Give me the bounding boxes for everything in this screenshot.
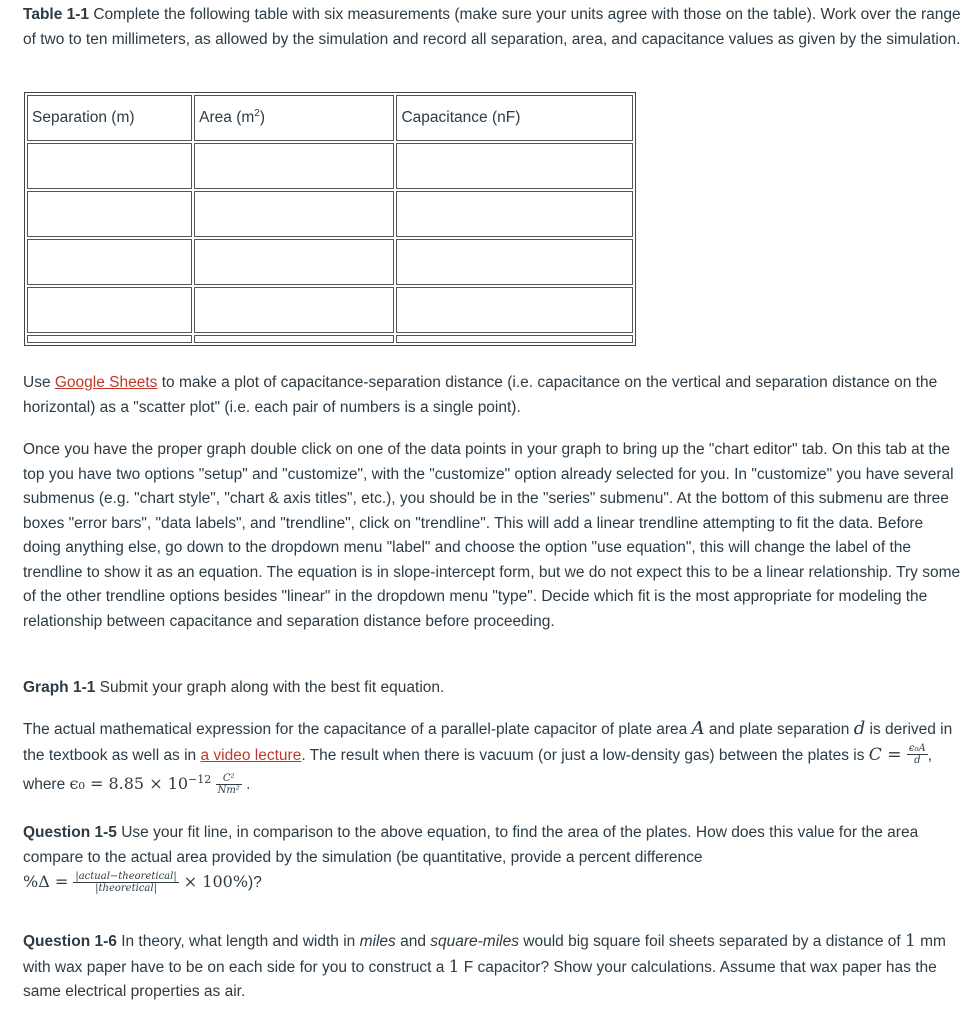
- table-row: [27, 191, 633, 237]
- table-cell[interactable]: [27, 143, 192, 189]
- table-cell[interactable]: [27, 335, 192, 343]
- measurement-table: [24, 92, 636, 346]
- formula-fraction: $\frac{\text{ϵ₀A}}{d}$: [908, 743, 926, 767]
- table-instructions: Table 1-1 Complete the following table with six measurements (make sure your units agree with those on the table). Work over the range of two to ten millimeters, as allowed by the simulation and record all separation, area, and capacitance values as given by the simulation.: [23, 6, 961, 48]
- question-1-5-label: Question 1-5: [23, 824, 117, 841]
- table-cell[interactable]: [27, 191, 192, 237]
- google-sheets-link[interactable]: Google Sheets: [54, 374, 158, 391]
- google-sheets-paragraph: Use Google Sheets to make a plot of capacitance-separation distance (i.e. capacitance on the vertical and separation distance on the horizontal) as a "scatter plot" (i.e. each pair of numbers is a single point).: [23, 374, 938, 416]
- table-cell[interactable]: [27, 287, 192, 333]
- table-header-row: [27, 95, 633, 141]
- table-label: Table 1-1: [23, 6, 90, 23]
- table-row: [27, 287, 633, 333]
- header-capacitance: Capacitance (nF): [396, 95, 633, 141]
- table-row: [27, 335, 633, 343]
- table-cell[interactable]: [396, 287, 633, 333]
- question-1-6-label: Question 1-6: [23, 933, 117, 950]
- table-cell[interactable]: [194, 143, 394, 189]
- header-area: Area $(m^2)$: [194, 95, 394, 141]
- table-cell[interactable]: [396, 239, 633, 285]
- table-cell[interactable]: [396, 335, 633, 343]
- capacitance-formula-paragraph: The actual mathematical expression for the capacitance of a parallel-plate capacitor of plate area A and plate separation d is derived in the textbook as well as in a video lecture. The result when there is vacuum (or just a low-density gas) between the plates is C = $\frac{\text{ϵ₀A}}{d}$ , where $\epsilon_0 = 8.85 \times 10^{-12}$ $\frac{\text{C²}}{\text{Nm²}}$ .: [23, 718, 953, 797]
- table-cell[interactable]: [194, 191, 394, 237]
- graph-label: Graph 1-1: [23, 679, 96, 696]
- table-row: [27, 143, 633, 189]
- table-cell[interactable]: [396, 191, 633, 237]
- table-cell[interactable]: [27, 239, 192, 285]
- table-cell[interactable]: [194, 335, 394, 343]
- question-1-6: Question 1-6 In theory, what length and width in miles and square-miles would big square foil sheets separated by a distance of 1 mm with wax paper have to be on each side for you to construct a 1 F capacitor? Show your calculations. Assume that wax paper has the same electrical properties as air.: [23, 931, 946, 1000]
- video-lecture-link[interactable]: a video lecture: [200, 746, 302, 764]
- unit-fraction: $\frac{\text{C²}}{\text{Nm²}}$: [217, 773, 240, 797]
- table-cell[interactable]: [396, 143, 633, 189]
- table-cell[interactable]: [194, 239, 394, 285]
- graph-paragraph: Graph 1-1 Submit your graph along with the best fit equation.: [23, 679, 445, 696]
- percent-difference-fraction: $\frac{\text{|actual−theoretical|}}{\text{|theoretical|}}$: [75, 870, 177, 894]
- header-separation: Separation (m): [27, 95, 192, 141]
- table-cell[interactable]: [194, 287, 394, 333]
- table-row: [27, 239, 633, 285]
- chart-editor-paragraph: Once you have the proper graph double click on one of the data points in your graph to bring up the "chart editor" tab. On this tab at the top you have two options "setup" and "customize", with the "customize" option already selected for you. In "customize" you have several submenus (e.g. "chart style", "chart & axis titles", etc.), you should be in the "series" submenu". At the bottom of this submenu are three boxes "error bars", "data labels", and "trendline", click on "trendline". This will add a linear trendline attempting to fit the data. Before doing anything else, go down to the dropdown menu "label" and choose the option "use equation", this will change the label of the trendline to show it as an equation. The equation is in slope-intercept form, but we do not expect this to be a linear relationship. Try some of the other trendline options besides "linear" in the dropdown menu "type". Decide which fit is the most appropriate for modeling the relationship between capacitance and separation distance before proceeding.: [23, 441, 961, 630]
- question-1-5: Question 1-5 Use your fit line, in comparison to the above equation, to find the area of the plates. How does this value for the area compare to the actual area provided by the simulation (be quantitative, provide a percent difference %Δ = $\frac{\text{|actual−theoretical|}}{\text{|theoretical|}}$ × 100%)?: [23, 824, 919, 894]
